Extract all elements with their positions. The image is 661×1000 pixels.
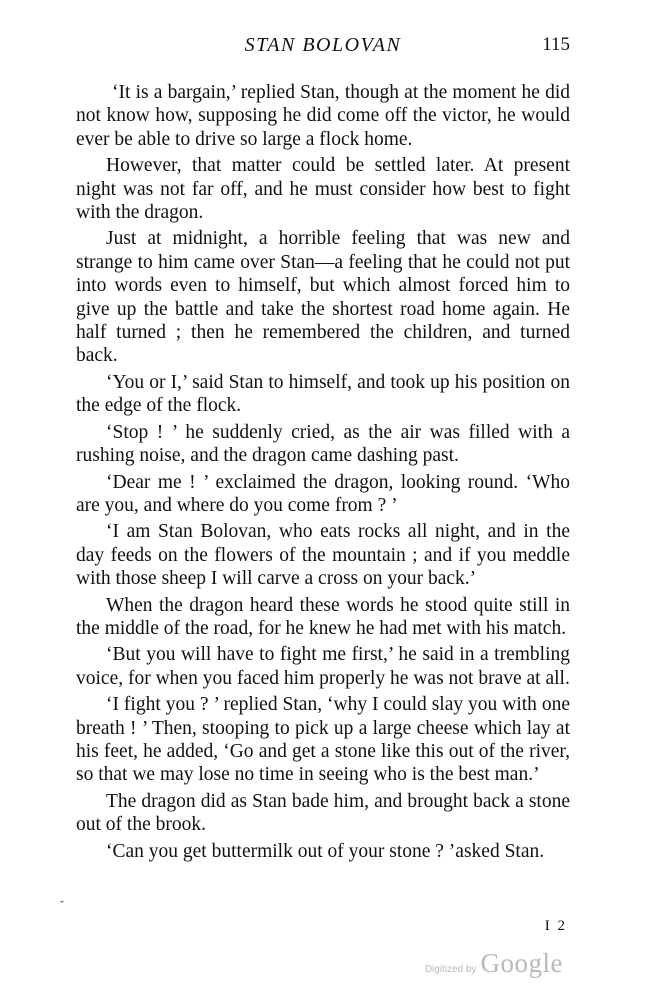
paragraph: However, that matter could be settled later. At present night was not far off, and he must consider how best to fight with the dragon. [76, 155, 570, 224]
paragraph: When the dragon heard these words he stood quite still in the middle of the road, for he knew he had met with his match. [76, 594, 570, 639]
watermark-prefix: Digitized by [424, 964, 477, 975]
paragraph: ‘I am Stan Bolovan, who eats rocks all night, and in the day feeds on the flowers of the mountain ; and if you meddle with those sheep I will carve a cross on your back.’ [76, 521, 570, 590]
paragraph: Just at midnight, a horrible feeling that was new and strange to him came over Stan—a feeling that he could not put into words even to himself, but which almost forced him to give up the battle and take the shortest road home again. He half turned ; then he remembered the children, and turned back. [76, 228, 570, 367]
body-text [76, 81, 570, 866]
paragraph: ‘Can you get buttermilk out of your stone ? ’asked Stan. [106, 840, 545, 862]
signature-mark: I 2 [544, 918, 567, 934]
paragraph: ‘I fight you ? ’ replied Stan, ‘why I could slay you with one breath ! ’ Then, stooping to pick up a large cheese which lay at his feet, he added, ‘Go and get a stone like this out of the river, so that we may lose no time in seeing who is the best man.’ [76, 694, 570, 786]
running-head [76, 34, 570, 64]
page-number: 115 [542, 34, 570, 55]
paragraph: ‘But you will have to fight me first,’ he said in a trembling voice, for when you faced him properly he was not brave at all. [76, 644, 570, 689]
print-speck: ˇ [60, 898, 64, 912]
paragraph: ‘It is a bargain,’ replied Stan, though at the moment he did not know how, supposing he did come off the victor, he would ever be able to drive so large a flock home. [76, 82, 570, 150]
paragraph: ‘Stop ! ’ he suddenly cried, as the air was filled with a rushing noise, and the dragon came dashing past. [76, 421, 570, 467]
paragraph: The dragon did as Stan bade him, and brought back a stone out of the brook. [76, 790, 570, 836]
running-title: STAN BOLOVAN [244, 34, 402, 56]
paragraph: ‘Dear me ! ’ exclaimed the dragon, looking round. ‘Who are you, and where do you come from ? ’ [76, 471, 570, 516]
paragraph: ‘You or I,’ said Stan to himself, and took up his position on the edge of the flock. [76, 371, 570, 417]
digitized-watermark [425, 948, 563, 979]
google-logo: Google [480, 948, 563, 978]
